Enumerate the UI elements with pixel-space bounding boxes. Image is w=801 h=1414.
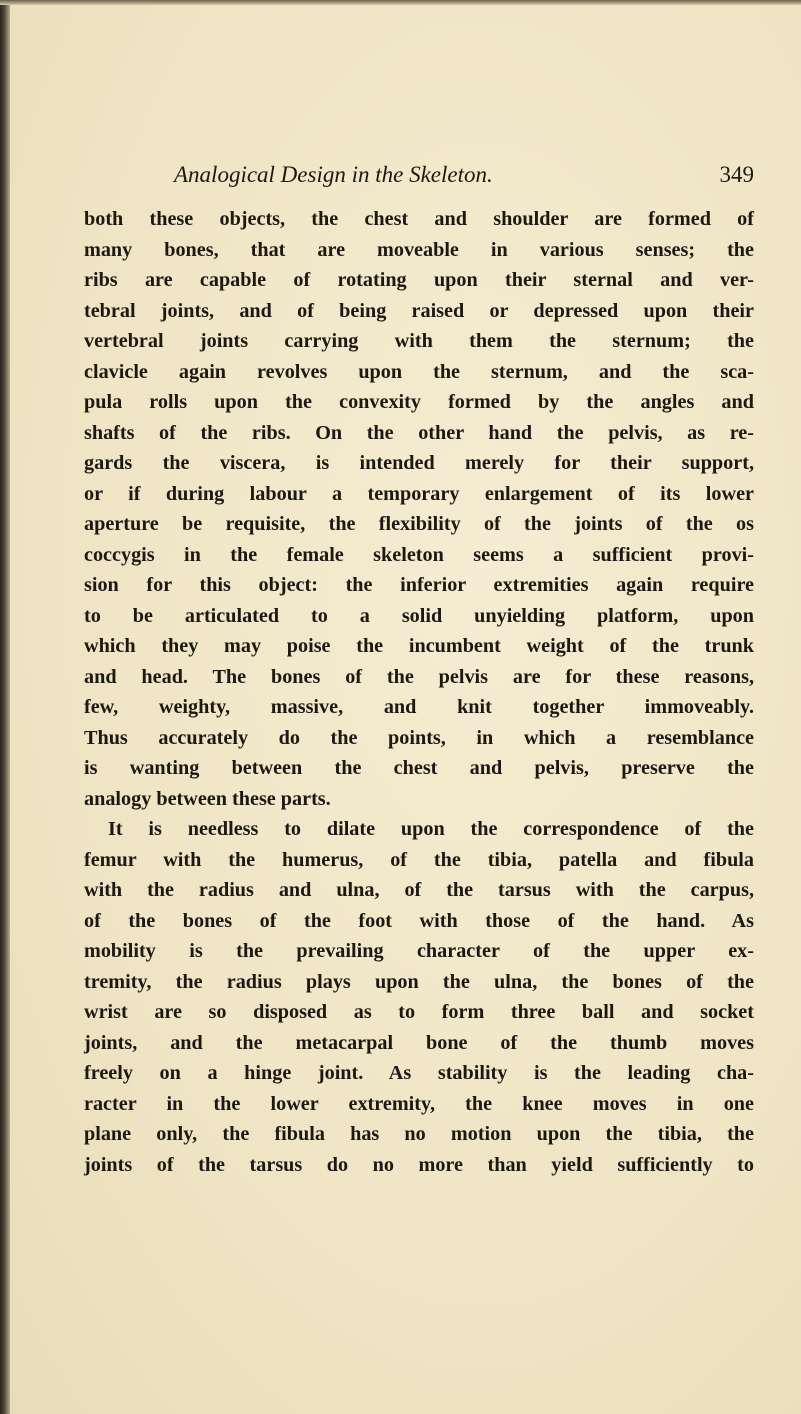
text-line: aperture be requisite, the flexibility of the joints of the os [84, 513, 754, 535]
text-line: mobility is the prevailing character of the upper ex- [84, 940, 754, 962]
text-line: many bones, that are moveable in various senses; the [84, 238, 754, 261]
page-header [84, 162, 754, 196]
text-line: clavicle again revolves upon the sternum, and the sca- [84, 360, 754, 383]
text-line: of the bones of the foot with those of the hand. As [84, 909, 754, 932]
text-line: plane only, the fibula has no motion upon the tibia, the [84, 1123, 754, 1145]
text-line: or if during labour a temporary enlargement of its lower [84, 482, 754, 505]
body-text [84, 204, 754, 1180]
running-title: Analogical Design in the Skeleton. [174, 162, 493, 187]
text-line: ribs are capable of rotating upon their sternal and ver- [84, 269, 754, 291]
text-line: gards the viscera, is intended merely for their support, [84, 452, 754, 474]
binding-shadow [0, 0, 10, 1414]
text-line: pula rolls upon the convexity formed by the angles and [84, 391, 754, 413]
text-line: vertebral joints carrying with them the sternum; the [84, 330, 754, 352]
text-line: racter in the lower extremity, the knee moves in one [84, 1092, 754, 1115]
text-line: tebral joints, and of being raised or depressed upon their [84, 299, 754, 322]
text-line: to be articulated to a solid unyielding platform, upon [84, 604, 754, 627]
text-line: with the radius and ulna, of the tarsus with the carpus, [84, 879, 754, 901]
text-line: tremity, the radius plays upon the ulna, the bones of the [84, 970, 754, 993]
text-line: is wanting between the chest and pelvis, preserve the [84, 757, 754, 779]
text-line: both these objects, the chest and shoulder are formed of [84, 208, 754, 230]
text-line: freely on a hinge joint. As stability is the leading cha- [84, 1062, 754, 1084]
page-number: 349 [719, 162, 754, 187]
top-page-edge [0, 0, 801, 5]
text-line: Thus accurately do the points, in which a resemblance [84, 726, 754, 749]
paragraph-last-line: analogy between these parts. [84, 787, 331, 810]
text-line: joints of the tarsus do no more than yield sufficiently to [84, 1153, 754, 1176]
text-line: coccygis in the female skeleton seems a sufficient provi- [84, 543, 754, 566]
text-line: wrist are so disposed as to form three ball and socket [84, 1001, 754, 1023]
text-line: few, weighty, massive, and knit together immoveably. [84, 696, 754, 718]
text-line: femur with the humerus, of the tibia, patella and fibula [84, 848, 754, 871]
text-line: which they may poise the incumbent weight of the trunk [84, 635, 754, 657]
text-line: shafts of the ribs. On the other hand the pelvis, as re- [84, 421, 754, 444]
text-line: and head. The bones of the pelvis are for these reasons, [84, 665, 754, 688]
text-line: joints, and the metacarpal bone of the thumb moves [84, 1031, 754, 1054]
text-line: sion for this object: the inferior extremities again require [84, 574, 754, 596]
paragraph-first-line: It is needless to dilate upon the correspondence of the [108, 818, 754, 840]
